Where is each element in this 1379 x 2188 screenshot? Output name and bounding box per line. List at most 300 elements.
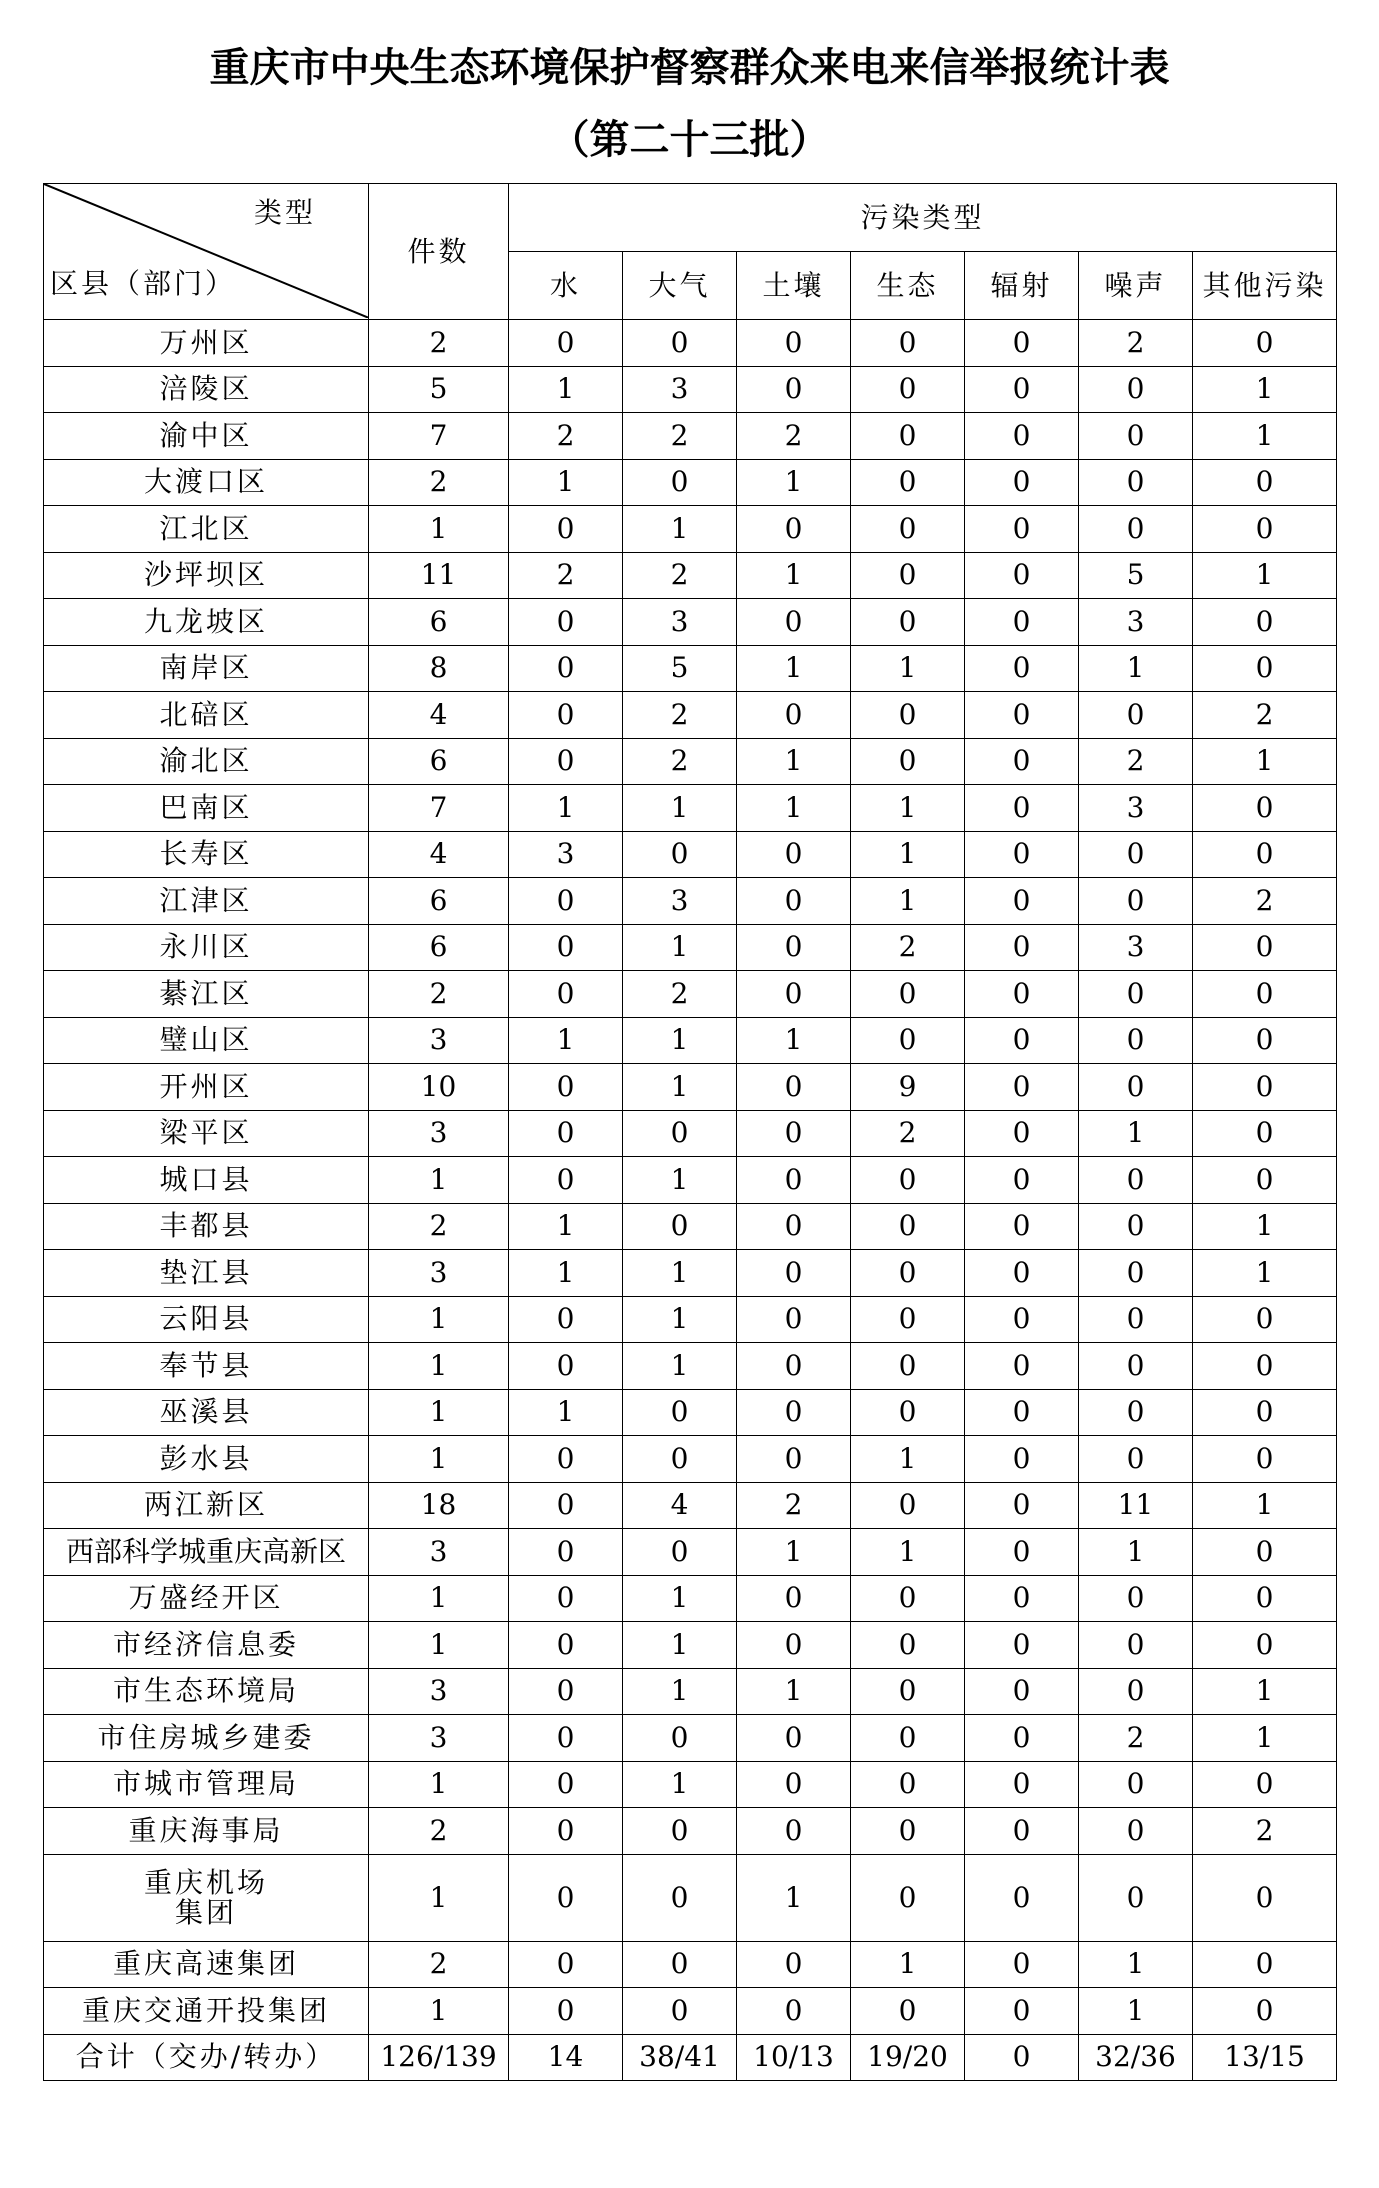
statistics-table (43, 183, 1337, 2081)
value-cell: 0 (1193, 1389, 1337, 1436)
value-cell: 0 (509, 1529, 623, 1576)
value-cell: 0 (965, 1808, 1079, 1855)
value-cell: 0 (509, 1808, 623, 1855)
table-row (44, 1482, 1337, 1529)
value-cell: 0 (965, 1622, 1079, 1669)
count-header: 件数 (369, 184, 509, 320)
value-cell: 0 (737, 1064, 851, 1111)
value-cell: 2 (1079, 1715, 1193, 1762)
value-cell: 2 (623, 971, 737, 1018)
total-value-cell: 38/41 (623, 2034, 737, 2081)
total-value-cell: 19/20 (851, 2034, 965, 2081)
value-cell: 0 (1193, 1854, 1337, 1941)
district-name-line: 重庆机场 (143, 1865, 268, 1899)
district-name-cell: 梁平区 (44, 1110, 369, 1157)
value-cell: 2 (851, 924, 965, 971)
value-cell: 0 (737, 599, 851, 646)
district-name-cell: 江北区 (44, 506, 369, 553)
value-cell: 0 (1193, 971, 1337, 1018)
value-cell: 0 (851, 552, 965, 599)
table-row (44, 1988, 1337, 2035)
page-title: 重庆市中央生态环境保护督察群众来电来信举报统计表 (209, 44, 1170, 91)
value-cell: 1 (737, 1529, 851, 1576)
value-cell: 2 (623, 692, 737, 739)
value-cell: 0 (509, 1064, 623, 1111)
value-cell: 0 (1079, 1436, 1193, 1483)
value-cell: 0 (737, 1436, 851, 1483)
value-cell: 0 (851, 1988, 965, 2035)
table-row (44, 738, 1337, 785)
value-cell: 0 (965, 506, 1079, 553)
value-cell: 0 (851, 1761, 965, 1808)
table-row (44, 599, 1337, 646)
value-cell: 0 (509, 1854, 623, 1941)
value-cell: 1 (509, 459, 623, 506)
value-cell: 1 (1079, 1110, 1193, 1157)
table-row (44, 1761, 1337, 1808)
value-cell: 1 (737, 785, 851, 832)
value-cell: 9 (851, 1064, 965, 1111)
value-cell: 2 (509, 552, 623, 599)
value-cell: 2 (623, 413, 737, 460)
value-cell: 0 (1193, 1622, 1337, 1669)
table-row (44, 692, 1337, 739)
value-cell: 0 (851, 738, 965, 785)
value-cell: 0 (1079, 1854, 1193, 1941)
table-row (44, 645, 1337, 692)
value-cell: 0 (509, 1941, 623, 1988)
table-row (44, 971, 1337, 1018)
district-name-cell: 九龙坡区 (44, 599, 369, 646)
value-cell: 0 (1193, 1941, 1337, 1988)
value-cell: 0 (965, 552, 1079, 599)
col-header-soil: 土壤 (737, 252, 851, 320)
count-cell: 3 (369, 1668, 509, 1715)
value-cell: 0 (965, 1854, 1079, 1941)
value-cell: 0 (1193, 1343, 1337, 1390)
value-cell: 0 (965, 1250, 1079, 1297)
value-cell: 1 (623, 1761, 737, 1808)
count-cell: 4 (369, 692, 509, 739)
value-cell: 1 (851, 1941, 965, 1988)
value-cell: 0 (1079, 1622, 1193, 1669)
value-cell: 3 (623, 366, 737, 413)
value-cell: 0 (737, 1988, 851, 2035)
total-label-cell: 合计（交办/转办） (44, 2034, 369, 2081)
table-row (44, 831, 1337, 878)
value-cell: 1 (623, 1668, 737, 1715)
pollution-type-header: 污染类型 (509, 184, 1337, 252)
table-row (44, 924, 1337, 971)
value-cell: 0 (737, 1622, 851, 1669)
value-cell: 0 (737, 1715, 851, 1762)
district-name-cell: 城口县 (44, 1157, 369, 1204)
value-cell: 0 (851, 1575, 965, 1622)
value-cell: 1 (1079, 1941, 1193, 1988)
count-cell: 1 (369, 1622, 509, 1669)
value-cell: 1 (509, 366, 623, 413)
value-cell: 0 (1079, 971, 1193, 1018)
value-cell: 0 (1079, 1808, 1193, 1855)
value-cell: 0 (623, 459, 737, 506)
value-cell: 1 (623, 1343, 737, 1390)
district-name-cell: 彭水县 (44, 1436, 369, 1483)
value-cell: 1 (737, 1017, 851, 1064)
value-cell: 0 (965, 924, 1079, 971)
value-cell: 0 (623, 1715, 737, 1762)
value-cell: 0 (1079, 692, 1193, 739)
district-name-cell: 巴南区 (44, 785, 369, 832)
value-cell: 1 (737, 1668, 851, 1715)
district-name-cell: 市住房城乡建委 (44, 1715, 369, 1762)
value-cell: 1 (509, 1250, 623, 1297)
value-cell: 1 (851, 645, 965, 692)
count-cell: 7 (369, 413, 509, 460)
value-cell: 0 (1193, 1296, 1337, 1343)
col-header-water: 水 (509, 252, 623, 320)
value-cell: 1 (851, 785, 965, 832)
table-row (44, 1203, 1337, 1250)
count-cell: 6 (369, 924, 509, 971)
value-cell: 2 (623, 552, 737, 599)
value-cell: 0 (509, 1575, 623, 1622)
value-cell: 0 (623, 831, 737, 878)
count-cell: 3 (369, 1017, 509, 1064)
value-cell: 0 (1193, 785, 1337, 832)
value-cell: 0 (509, 1622, 623, 1669)
value-cell: 0 (851, 1808, 965, 1855)
count-cell: 3 (369, 1110, 509, 1157)
value-cell: 0 (851, 1622, 965, 1669)
value-cell: 3 (509, 831, 623, 878)
value-cell: 0 (623, 1203, 737, 1250)
table-row (44, 1296, 1337, 1343)
diag-type-label: 类型 (253, 196, 316, 229)
value-cell: 0 (1079, 413, 1193, 460)
value-cell: 0 (965, 1389, 1079, 1436)
table-row (44, 459, 1337, 506)
table-row (44, 1110, 1337, 1157)
total-value-cell: 126/139 (369, 2034, 509, 2081)
count-cell: 3 (369, 1715, 509, 1762)
district-name-cell: 重庆交通开投集团 (44, 1988, 369, 2035)
value-cell: 0 (737, 1203, 851, 1250)
value-cell: 0 (509, 971, 623, 1018)
count-cell: 10 (369, 1064, 509, 1111)
value-cell: 1 (509, 1389, 623, 1436)
value-cell: 0 (851, 1715, 965, 1762)
value-cell: 2 (1079, 320, 1193, 367)
total-value-cell: 13/15 (1193, 2034, 1337, 2081)
value-cell: 0 (965, 785, 1079, 832)
value-cell: 0 (623, 1110, 737, 1157)
value-cell: 3 (1079, 599, 1193, 646)
value-cell: 0 (851, 366, 965, 413)
value-cell: 0 (851, 1017, 965, 1064)
table-row (44, 413, 1337, 460)
district-name-cell: 大渡口区 (44, 459, 369, 506)
value-cell: 0 (851, 413, 965, 460)
value-cell: 0 (965, 971, 1079, 1018)
district-name-cell: 巫溪县 (44, 1389, 369, 1436)
value-cell: 0 (965, 1529, 1079, 1576)
value-cell: 0 (737, 831, 851, 878)
value-cell: 0 (851, 971, 965, 1018)
value-cell: 0 (1193, 320, 1337, 367)
value-cell: 0 (1193, 1064, 1337, 1111)
value-cell: 0 (623, 1941, 737, 1988)
value-cell: 0 (965, 1110, 1079, 1157)
value-cell: 0 (1193, 1017, 1337, 1064)
value-cell: 0 (1079, 1389, 1193, 1436)
value-cell: 1 (851, 831, 965, 878)
value-cell: 0 (965, 1761, 1079, 1808)
value-cell: 0 (509, 878, 623, 925)
value-cell: 0 (1079, 459, 1193, 506)
value-cell: 0 (509, 1988, 623, 2035)
count-cell: 2 (369, 1808, 509, 1855)
value-cell: 1 (1193, 413, 1337, 460)
value-cell: 0 (1079, 1064, 1193, 1111)
count-cell: 1 (369, 1157, 509, 1204)
value-cell: 0 (1079, 831, 1193, 878)
value-cell: 0 (623, 1389, 737, 1436)
value-cell: 0 (965, 1157, 1079, 1204)
value-cell: 0 (1079, 1668, 1193, 1715)
value-cell: 1 (851, 1436, 965, 1483)
count-cell: 1 (369, 1761, 509, 1808)
value-cell: 0 (509, 738, 623, 785)
district-name-cell: 綦江区 (44, 971, 369, 1018)
value-cell: 0 (1079, 1575, 1193, 1622)
district-name-cell: 丰都县 (44, 1203, 369, 1250)
value-cell: 0 (1193, 645, 1337, 692)
value-cell: 0 (851, 320, 965, 367)
value-cell: 0 (965, 1941, 1079, 1988)
value-cell: 0 (965, 1296, 1079, 1343)
district-name-cell: 万州区 (44, 320, 369, 367)
value-cell: 0 (1193, 459, 1337, 506)
count-cell: 1 (369, 1436, 509, 1483)
total-value-cell: 0 (965, 2034, 1079, 2081)
value-cell: 0 (623, 1808, 737, 1855)
count-cell: 6 (369, 599, 509, 646)
table-row (44, 1529, 1337, 1576)
table-row (44, 1064, 1337, 1111)
value-cell: 0 (1193, 1988, 1337, 2035)
table-row (44, 1157, 1337, 1204)
value-cell: 0 (851, 1250, 965, 1297)
value-cell: 0 (965, 1668, 1079, 1715)
value-cell: 0 (623, 320, 737, 367)
table-row (44, 1854, 1337, 1941)
value-cell: 0 (851, 1157, 965, 1204)
value-cell: 0 (509, 1482, 623, 1529)
value-cell: 0 (965, 1203, 1079, 1250)
value-cell: 0 (965, 645, 1079, 692)
header-row (44, 184, 1337, 252)
district-name-cell: 北碚区 (44, 692, 369, 739)
value-cell: 0 (623, 1988, 737, 2035)
value-cell: 0 (1079, 1203, 1193, 1250)
district-name-cell: 云阳县 (44, 1296, 369, 1343)
value-cell: 1 (1193, 1250, 1337, 1297)
count-cell: 3 (369, 1529, 509, 1576)
value-cell: 2 (1193, 1808, 1337, 1855)
value-cell: 1 (737, 645, 851, 692)
district-name-cell: 两江新区 (44, 1482, 369, 1529)
district-name-cell: 市经济信息委 (44, 1622, 369, 1669)
value-cell: 1 (1079, 1988, 1193, 2035)
value-cell: 0 (965, 320, 1079, 367)
col-header-noise: 噪声 (1079, 252, 1193, 320)
count-cell: 1 (369, 1389, 509, 1436)
table-row (44, 1343, 1337, 1390)
table-row (44, 1436, 1337, 1483)
value-cell: 1 (509, 1203, 623, 1250)
value-cell: 0 (737, 878, 851, 925)
page-subtitle: （第二十三批） (549, 116, 830, 163)
value-cell: 0 (965, 1482, 1079, 1529)
district-name-cell: 江津区 (44, 878, 369, 925)
value-cell: 1 (1193, 1715, 1337, 1762)
value-cell: 1 (623, 1296, 737, 1343)
value-cell: 0 (1079, 366, 1193, 413)
count-cell: 18 (369, 1482, 509, 1529)
count-cell: 5 (369, 366, 509, 413)
value-cell: 1 (623, 1157, 737, 1204)
value-cell: 1 (1193, 738, 1337, 785)
count-cell: 2 (369, 459, 509, 506)
district-name-cell (44, 1854, 369, 1941)
value-cell: 0 (851, 1343, 965, 1390)
district-name-cell: 万盛经开区 (44, 1575, 369, 1622)
value-cell: 1 (623, 924, 737, 971)
value-cell: 3 (1079, 785, 1193, 832)
district-name-cell: 璧山区 (44, 1017, 369, 1064)
value-cell: 0 (1079, 1157, 1193, 1204)
value-cell: 0 (737, 320, 851, 367)
total-row (44, 2034, 1337, 2081)
value-cell: 0 (1193, 1575, 1337, 1622)
value-cell: 0 (737, 1575, 851, 1622)
value-cell: 1 (1193, 366, 1337, 413)
count-cell: 2 (369, 971, 509, 1018)
district-name-cell: 渝北区 (44, 738, 369, 785)
count-cell: 4 (369, 831, 509, 878)
value-cell: 0 (737, 692, 851, 739)
value-cell: 1 (1079, 1529, 1193, 1576)
value-cell: 0 (965, 1715, 1079, 1762)
count-cell: 1 (369, 1575, 509, 1622)
value-cell: 1 (1193, 552, 1337, 599)
value-cell: 0 (965, 878, 1079, 925)
value-cell: 0 (509, 1296, 623, 1343)
value-cell: 2 (509, 413, 623, 460)
table-row (44, 552, 1337, 599)
value-cell: 0 (737, 366, 851, 413)
table-row (44, 1941, 1337, 1988)
count-cell: 6 (369, 878, 509, 925)
col-header-radiation: 辐射 (965, 252, 1079, 320)
value-cell: 0 (851, 692, 965, 739)
count-cell: 1 (369, 506, 509, 553)
value-cell: 1 (623, 1575, 737, 1622)
value-cell: 1 (737, 552, 851, 599)
count-cell: 2 (369, 1941, 509, 1988)
value-cell: 0 (965, 738, 1079, 785)
value-cell: 1 (623, 1017, 737, 1064)
count-cell: 1 (369, 1854, 509, 1941)
value-cell: 1 (623, 785, 737, 832)
value-cell: 0 (509, 320, 623, 367)
diag-district-label: 区县（部门） (50, 267, 237, 300)
value-cell: 1 (509, 785, 623, 832)
district-name-cell: 南岸区 (44, 645, 369, 692)
table-row (44, 1389, 1337, 1436)
table-row (44, 1250, 1337, 1297)
value-cell: 0 (1193, 1529, 1337, 1576)
value-cell: 0 (965, 599, 1079, 646)
district-name-cell: 奉节县 (44, 1343, 369, 1390)
value-cell: 1 (737, 1854, 851, 1941)
value-cell: 0 (851, 1296, 965, 1343)
district-name-cell: 涪陵区 (44, 366, 369, 413)
value-cell: 0 (509, 1436, 623, 1483)
table-row (44, 878, 1337, 925)
value-cell: 2 (1193, 692, 1337, 739)
value-cell: 0 (851, 1668, 965, 1715)
district-name-cell: 市生态环境局 (44, 1668, 369, 1715)
value-cell: 0 (737, 1761, 851, 1808)
value-cell: 0 (509, 924, 623, 971)
district-name-cell: 永川区 (44, 924, 369, 971)
value-cell: 0 (1079, 1761, 1193, 1808)
diagonal-header-cell (44, 184, 369, 320)
value-cell: 1 (1193, 1203, 1337, 1250)
value-cell: 0 (851, 599, 965, 646)
value-cell: 0 (737, 1343, 851, 1390)
value-cell: 0 (509, 1761, 623, 1808)
value-cell: 0 (509, 645, 623, 692)
district-name-cell: 长寿区 (44, 831, 369, 878)
value-cell: 1 (623, 1622, 737, 1669)
value-cell: 0 (965, 1575, 1079, 1622)
count-cell: 1 (369, 1296, 509, 1343)
value-cell: 0 (1193, 599, 1337, 646)
count-cell: 3 (369, 1250, 509, 1297)
value-cell: 4 (623, 1482, 737, 1529)
count-cell: 11 (369, 552, 509, 599)
value-cell: 0 (509, 692, 623, 739)
value-cell: 0 (965, 1343, 1079, 1390)
value-cell: 0 (965, 1436, 1079, 1483)
value-cell: 0 (509, 1343, 623, 1390)
value-cell: 0 (851, 506, 965, 553)
value-cell: 1 (851, 878, 965, 925)
count-cell: 2 (369, 320, 509, 367)
value-cell: 2 (737, 1482, 851, 1529)
table-row (44, 1668, 1337, 1715)
value-cell: 5 (1079, 552, 1193, 599)
district-name-cell: 沙坪坝区 (44, 552, 369, 599)
value-cell: 1 (737, 459, 851, 506)
value-cell: 3 (623, 599, 737, 646)
value-cell: 0 (737, 924, 851, 971)
value-cell: 3 (623, 878, 737, 925)
value-cell: 1 (509, 1017, 623, 1064)
value-cell: 0 (965, 366, 1079, 413)
